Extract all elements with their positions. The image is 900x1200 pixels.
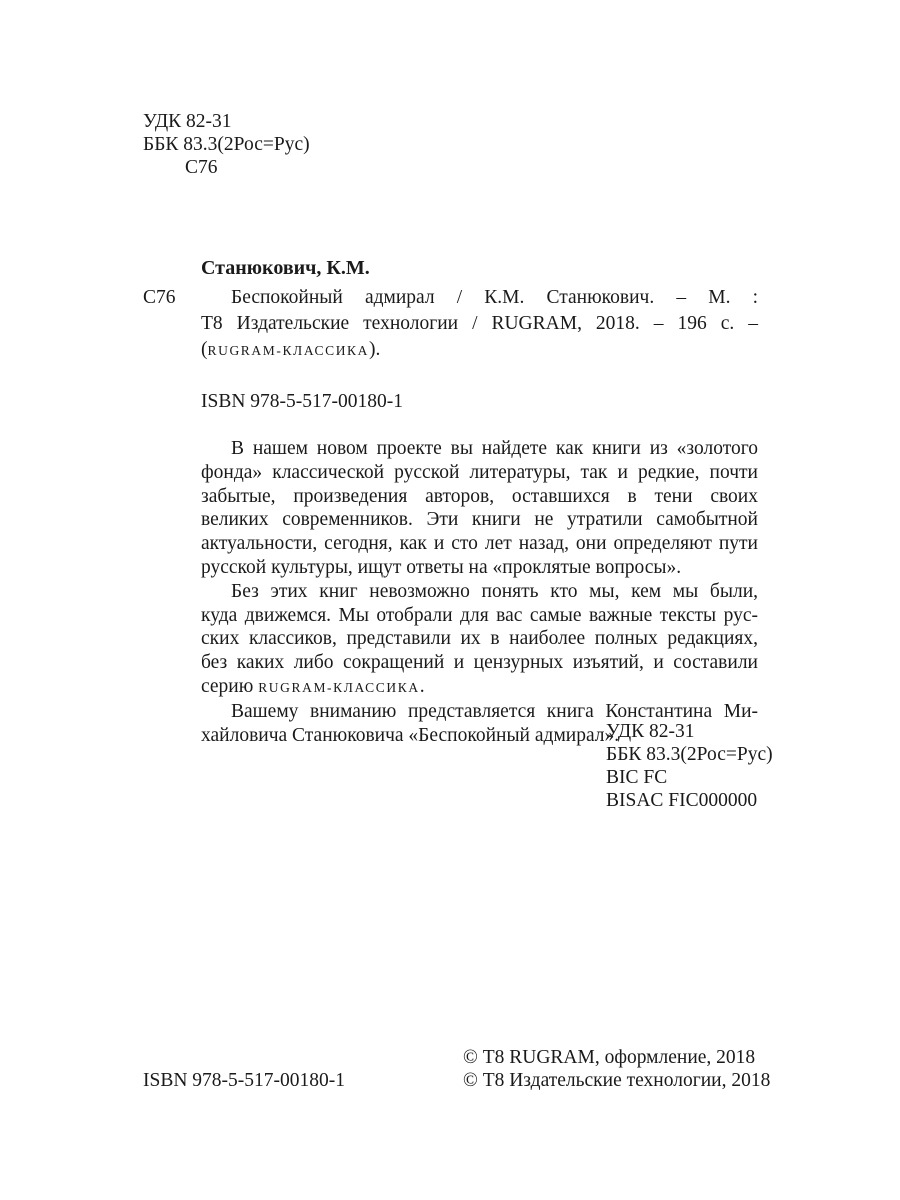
annotation-p1-line: В нашем новом проекте вы найдете как книги из «золотого [231,438,758,459]
annotation-p3-line: Вашему вниманию представляется книга Константина Ми- [231,700,758,722]
annotation-p2-line: куда движемся. Мы отобрали для вас самые важные тексты рус- [201,604,758,626]
class-bic: BIC FC [606,767,668,788]
annotation-p2-last-line: серию RUGRAM-КЛАССИКА. [201,675,425,697]
top-udk: УДК 82-31 [143,111,232,132]
isbn-bottom: ISBN 978-5-517-00180-1 [143,1070,346,1091]
class-bbk: ББК 83.3(2Рос=Рус) [606,744,773,765]
annotation-p2-line: ских классиков, представили их в наиболее полных редакциях, [201,628,758,650]
top-author-mark: С76 [185,157,218,178]
annotation-p3-last-line: хайловича Станюковича «Беспокойный адмирал». [201,724,620,746]
left-author-mark: С76 [143,287,176,308]
annotation-p1-line: забытые, произведения авторов, оставшихся в тени своих [201,485,758,507]
bib-line-1: Беспокойный адмирал / К.М. Станюкович. – М. : [231,287,758,308]
annotation-p1-line: актуальности, сегодня, как и сто лет назад, они определяют пути [201,533,758,555]
annotation-p1-line: великих современников. Эти книги не утратили самобытной [201,509,758,531]
annotation-p2-line: Без этих книг невозможно понять кто мы, кем мы были, [231,580,758,602]
copyright-line-1: © Т8 RUGRAM, оформление, 2018 [463,1047,756,1068]
annotation-p1-line: фонда» классической русской литературы, так и редкие, почти [201,461,758,483]
top-bbk: ББК 83.3(2Рос=Рус) [143,134,310,155]
annotation-p1-line: русской культуры, ищут ответы на «проклятые вопросы». [201,556,682,578]
annotation [201,437,758,747]
author-heading: Станюкович, К.М. [201,257,370,279]
bib-line-2: Т8 Издательские технологии / RUGRAM, 2018. – 196 с. – [201,313,758,334]
bib-series-line: (RUGRAM-КЛАССИКА). [201,339,381,360]
copyright-line-2: © Т8 Издательские технологии, 2018 [463,1070,771,1091]
annotation-p2-line: без каких либо сокращений и цензурных изъятий, и составили [201,652,758,674]
class-udk: УДК 82-31 [606,721,695,742]
bibliographic-record [201,285,758,364]
top-classification [143,110,310,179]
series-name-inline: RUGRAM-КЛАССИКА [258,679,420,695]
classification-block [606,720,773,812]
series-name: RUGRAM-КЛАССИКА [207,343,370,358]
copyright-block [463,1046,770,1092]
isbn-main: ISBN 978-5-517-00180-1 [201,391,404,412]
class-bisac: BISAC FIC000000 [606,790,758,811]
